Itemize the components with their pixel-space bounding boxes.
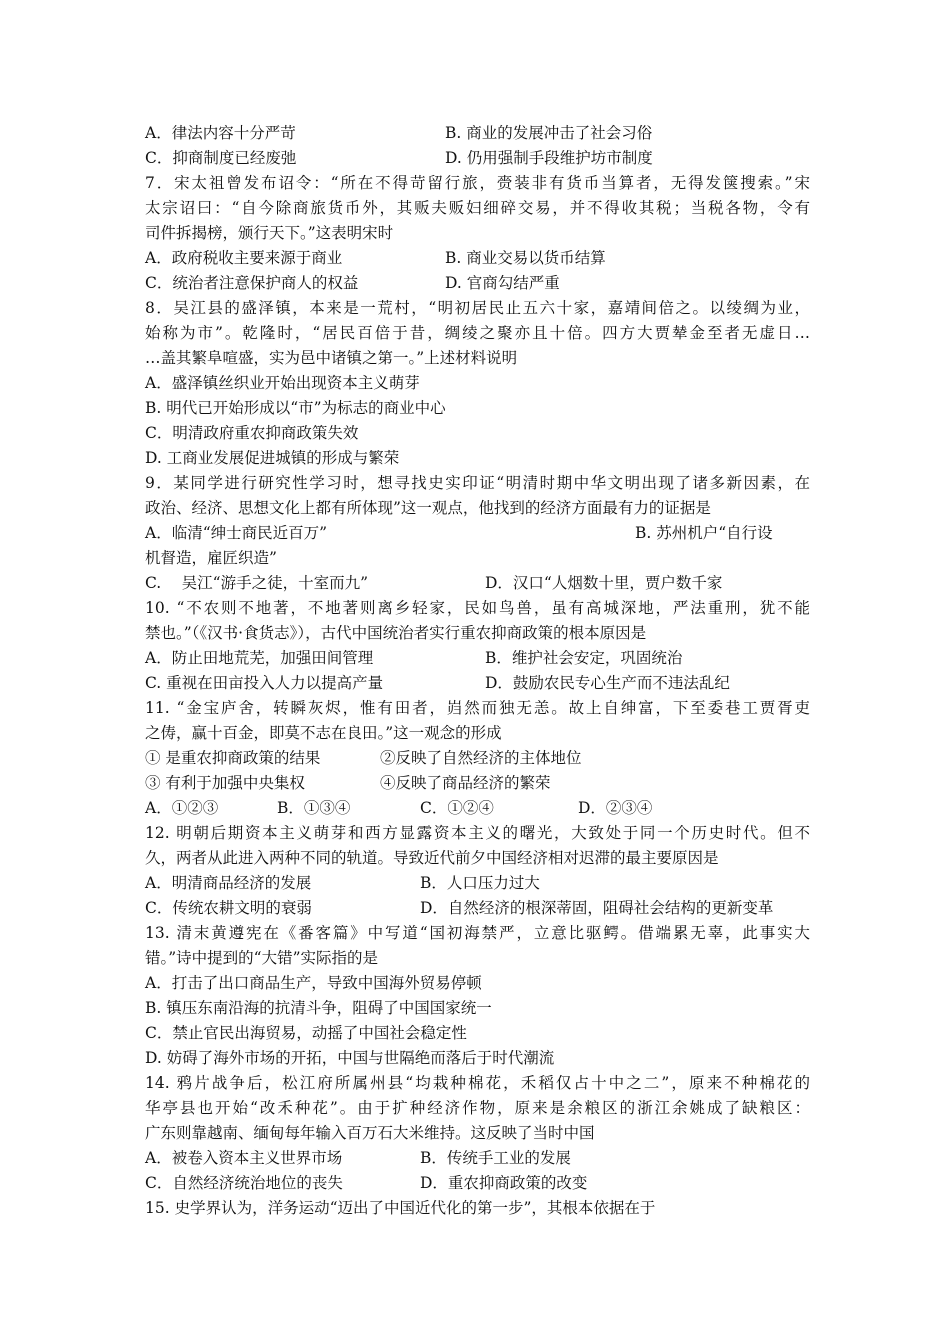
- q8-option-a[interactable]: A．盛泽镇丝织业开始出现资本主义萌芽: [145, 374, 420, 392]
- q12-option-d[interactable]: D．自然经济的根深蒂固，阻碍社会结构的更新变革: [420, 899, 774, 917]
- q11-stem-line-2: 之俦，赢十百金，即莫不志在良田。”这一观念的形成: [145, 724, 502, 742]
- q12-stem-line-2: 久，两者从此进入两种不同的轨道。导致近代前夕中国经济相对迟滞的最主要原因是: [145, 849, 719, 867]
- q11-option-d[interactable]: D．②③④: [578, 799, 653, 817]
- q10-stem-line-1: 10. “不农则不地著，不地著则离乡轻家，民如鸟兽，虽有高城深地，严法重刑，犹不能: [145, 599, 810, 617]
- q7-options-row-1: [145, 246, 810, 270]
- q13-option-b[interactable]: B. 镇压东南沿海的抗清斗争，阻碍了中国国家统一: [145, 999, 492, 1017]
- q7-options-row-2: [145, 271, 810, 295]
- q9-option-c[interactable]: C. 吴江“游手之徒，十室而九”: [145, 574, 369, 592]
- q6-option-b[interactable]: B. 商业的发展冲击了社会习俗: [445, 124, 653, 142]
- q9-stem-line-1: 9．某同学进行研究性学习时，想寻找史实印证“明清时期中华文明出现了诸多新因素，在: [145, 474, 810, 492]
- q8-option-b[interactable]: B. 明代已开始形成以“市”为标志的商业中心: [145, 399, 446, 417]
- q7-option-d[interactable]: D. 官商勾结严重: [445, 274, 560, 292]
- q10-options-row-1: [145, 646, 810, 670]
- q7-option-c[interactable]: C．统治者注意保护商人的权益: [145, 274, 359, 292]
- q9-option-a[interactable]: A．临清“绅士商民近百万”: [145, 524, 328, 542]
- q9-option-b-part-2[interactable]: 机督造，雇匠织造”: [145, 549, 277, 567]
- q6-option-c[interactable]: C．抑商制度已经废弛: [145, 149, 297, 167]
- q13-option-a[interactable]: A．打击了出口商品生产，导致中国海外贸易停顿: [145, 974, 482, 992]
- q11-options-row: [145, 796, 810, 820]
- q15-stem-line-1: 15. 史学界认为，洋务运动“迈出了中国近代化的第一步”，其根本依据在于: [145, 1199, 656, 1217]
- q14-option-a[interactable]: A．被卷入资本主义世界市场: [145, 1149, 343, 1167]
- q7-stem-line-2: 太宗诏曰：“自今除商旅货币外，其贩夫贩妇细碎交易，并不得收其税；当税各物，令有: [145, 199, 810, 217]
- q14-options-row-2: [145, 1171, 810, 1195]
- q11-option-a[interactable]: A．①②③: [145, 799, 219, 817]
- q10-option-d[interactable]: D．鼓励农民专心生产而不违法乱纪: [485, 674, 730, 692]
- q9-option-b-part-1[interactable]: B. 苏州机户“自行设: [635, 524, 773, 542]
- q13-stem-line-2: 错。”诗中提到的“大错”实际指的是: [145, 949, 379, 967]
- q14-stem-line-2: 华亭县也开始“改禾种花”。由于扩种经济作物，原来是余粮区的浙江余姚成了缺粮区：: [145, 1099, 810, 1117]
- q13-stem-line-1: 13. 清末黄遵宪在《番客篇》中写道“国初海禁严，立意比驱鳄。借端累无辜，此事实大: [145, 924, 810, 942]
- q8-option-d[interactable]: D. 工商业发展促进城镇的形成与繁荣: [145, 449, 400, 467]
- q14-option-d[interactable]: D．重农抑商政策的改变: [420, 1174, 588, 1192]
- q9-options-row-1: [145, 521, 810, 545]
- q8-stem-line-3: …盖其繁阜喧盛，实为邑中诸镇之第一。”上述材料说明: [145, 349, 518, 367]
- q11-item-4: ④反映了商品经济的繁荣: [380, 774, 551, 792]
- q6-option-d[interactable]: D. 仍用强制手段维护坊市制度: [445, 149, 653, 167]
- q7-stem-line-1: 7．宋太祖曾发布诏令：“所在不得苛留行旅，赍装非有货币当算者，无得发箧搜索。”宋: [145, 174, 810, 192]
- q11-item-2: ②反映了自然经济的主体地位: [380, 749, 582, 767]
- q12-stem-line-1: 12. 明朝后期资本主义萌芽和西方显露资本主义的曙光，大致处于同一个历史时代。但不: [145, 824, 810, 842]
- q10-options-row-2: [145, 671, 810, 695]
- q14-options-row-1: [145, 1146, 810, 1170]
- q12-option-c[interactable]: C．传统农耕文明的衰弱: [145, 899, 312, 917]
- q11-item-1: ① 是重农抑商政策的结果: [145, 749, 321, 767]
- q10-option-a[interactable]: A．防止田地荒芜，加强田间管理: [145, 649, 374, 667]
- q11-option-b[interactable]: B．①③④: [277, 799, 351, 817]
- q6-option-a[interactable]: A．律法内容十分严苛: [145, 124, 296, 142]
- q12-options-row-2: [145, 896, 810, 920]
- q6-options-row-2: [145, 146, 810, 170]
- q14-option-b[interactable]: B．传统手工业的发展: [420, 1149, 571, 1167]
- q8-stem-line-1: 8．吴江县的盛泽镇，本来是一荒村，“明初居民止五六十家，嘉靖间倍之。以绫绸为业，: [145, 299, 810, 317]
- q11-option-c[interactable]: C．①②④: [420, 799, 494, 817]
- q7-option-a[interactable]: A．政府税收主要来源于商业: [145, 249, 343, 267]
- q10-option-b[interactable]: B．维护社会安定，巩固统治: [485, 649, 683, 667]
- q7-stem-line-3: 司件拆揭榜，颁行天下。”这表明宋时: [145, 224, 394, 242]
- q12-options-row-1: [145, 871, 810, 895]
- q11-item-3: ③ 有利于加强中央集权: [145, 774, 305, 792]
- q14-stem-line-3: 广东则靠越南、缅甸每年输入百万石大米维持。这反映了当时中国: [145, 1124, 595, 1142]
- q14-option-c[interactable]: C．自然经济统治地位的丧失: [145, 1174, 343, 1192]
- q9-stem-line-2: 政治、经济、思想文化上都有所体现”这一观点，他找到的经济方面最有力的证据是: [145, 499, 711, 517]
- q8-stem-line-2: 始称为市”。乾隆时，“居民百倍于昔，绸绫之聚亦且十倍。四方大贾辇金至者无虚日…: [145, 324, 810, 342]
- q13-option-c[interactable]: C．禁止官民出海贸易，动摇了中国社会稳定性: [145, 1024, 467, 1042]
- q10-stem-line-2: 禁也。”（《汉书·食货志》），古代中国统治者实行重农抑商政策的根本原因是: [145, 624, 647, 642]
- q6-options-row-1: [145, 121, 810, 145]
- q7-option-b[interactable]: B. 商业交易以货币结算: [445, 249, 606, 267]
- q8-option-c[interactable]: C．明清政府重农抑商政策失效: [145, 424, 359, 442]
- q11-items-row-2: [145, 771, 810, 795]
- q13-option-d[interactable]: D. 妨碍了海外市场的开拓，中国与世隔绝而落后于时代潮流: [145, 1049, 555, 1067]
- q10-option-c[interactable]: C. 重视在田亩投入人力以提高产量: [145, 674, 384, 692]
- q14-stem-line-1: 14. 鸦片战争后，松江府所属州县“均栽种棉花，禾稻仅占十中之二”，原来不种棉花的: [145, 1074, 810, 1092]
- q12-option-a[interactable]: A．明清商品经济的发展: [145, 874, 312, 892]
- q11-items-row-1: [145, 746, 810, 770]
- q11-stem-line-1: 11. “金宝庐舍，转瞬灰烬，惟有田者，岿然而独无恙。故上自绅富，下至委巷工贾胥吏: [145, 699, 810, 717]
- q12-option-b[interactable]: B．人口压力过大: [420, 874, 540, 892]
- q9-options-row-2: [145, 571, 810, 595]
- q9-option-d[interactable]: D．汉口“人烟数十里，贾户数千家: [485, 574, 723, 592]
